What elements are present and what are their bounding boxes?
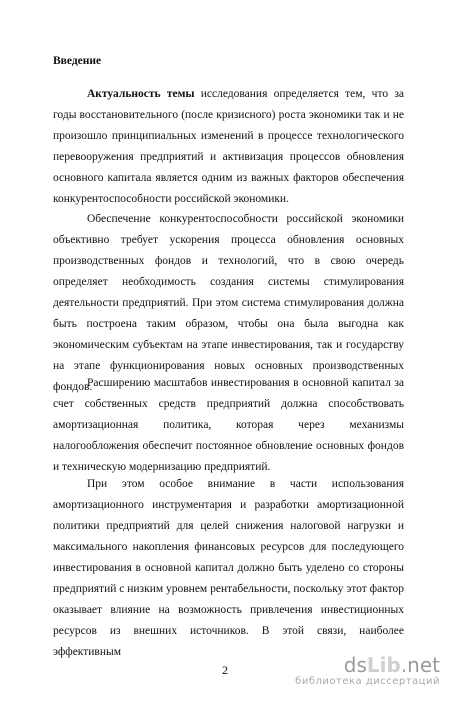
paragraph-relevance [53, 84, 404, 210]
paragraph-competitiveness: Обеспечение конкурентоспособности российской экономики объективно требует ускорения процесса обновления основных производственных фондов и технологий, что в свою очередь определяет необходимость создания системы стимулирования деятельности предприятий. При этом система стимулирования должна быть построена таким образом, чтобы она была выгодна как экономическим субъектам на этапе инвестирования, так и государству на этапе функционирования новых основных производственных фондов. [53, 213, 404, 393]
watermark-subtitle: библиотека диссертаций [295, 676, 440, 687]
watermark [295, 654, 440, 687]
paragraph-amortization: При этом особое внимание в части использования амортизационного инструментария и разработки амортизационной политики предприятий для целей снижения налоговой нагрузки и максимального накопления финансовых ресурсов для последующего инвестирования в основной капитал должно быть уделено со стороны предприятий с низким уровнем рентабельности, поскольку этот фактор оказывает влияние на возможность привлечения инвестиционных ресурсов из внешних источников. В этой связи, наиболее эффективным [53, 478, 404, 658]
bold-lead: Актуальность темы [87, 88, 195, 100]
section-heading: Введение [53, 55, 102, 67]
paragraph-investment-scale: Расширению масштабов инвестирования в основной капитал за счет собственных средств предприятий должна способствовать амортизационная политика, которая через механизмы налогообложения обеспечит постоянное обновление основных фондов и техническую модернизацию предприятий. [53, 377, 404, 473]
paragraph-text: исследования определяется тем, что за годы восстановительного (после кризисного) роста экономики так и не произошло принципиальных изменений в процессе технологического перевооружения предприятий и активизация процессов обновления основного капитала является одним из важных факторов обеспечения конкурентоспособности российской экономики. [53, 88, 404, 205]
watermark-logo: dsLib.net [343, 653, 440, 677]
page-number: 2 [222, 663, 228, 677]
